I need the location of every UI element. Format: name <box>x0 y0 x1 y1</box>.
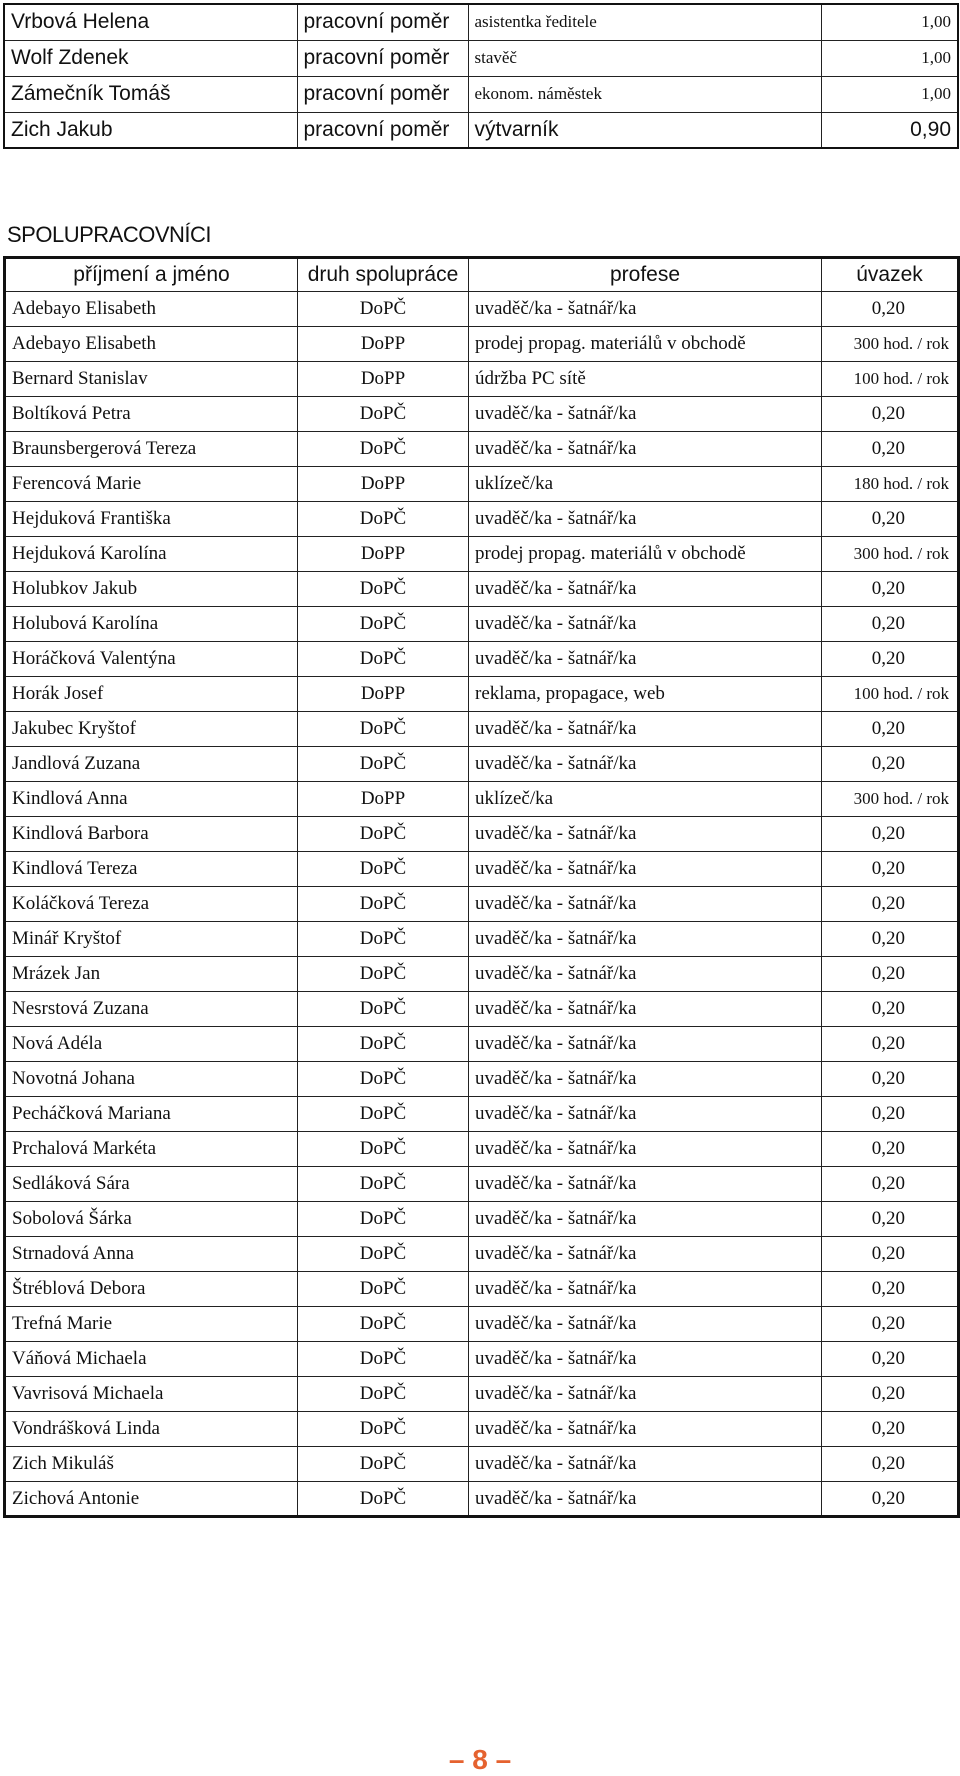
collaborator-name: Minář Kryštof <box>5 922 298 957</box>
collaborator-load: 300 hod. / rok <box>822 537 959 572</box>
collaboration-type: DoPČ <box>298 1377 469 1412</box>
employment-type: pracovní poměr <box>297 4 468 40</box>
collaborator-name: Nesrstová Zuzana <box>5 992 298 1027</box>
collaborator-profession: uvaděč/ka - šatnář/ka <box>469 502 822 537</box>
collaborator-name: Horáčková Valentýna <box>5 642 298 677</box>
collaborator-profession: prodej propag. materiálů v obchodě <box>469 327 822 362</box>
collaborator-load: 180 hod. / rok <box>822 467 959 502</box>
collaborator-load: 0,20 <box>822 887 959 922</box>
collaboration-type: DoPČ <box>298 1482 469 1517</box>
collaborator-profession: uvaděč/ka - šatnář/ka <box>469 1132 822 1167</box>
table-row <box>5 1377 959 1412</box>
collaborator-profession: uvaděč/ka - šatnář/ka <box>469 1097 822 1132</box>
collaboration-type: DoPČ <box>298 1167 469 1202</box>
collaboration-type: DoPP <box>298 327 469 362</box>
collaborator-load: 0,20 <box>822 1412 959 1447</box>
collaborator-profession: uvaděč/ka - šatnář/ka <box>469 607 822 642</box>
collaboration-type: DoPČ <box>298 1202 469 1237</box>
collaborator-load: 0,20 <box>822 1237 959 1272</box>
table-row <box>5 1412 959 1447</box>
collaborator-load: 0,20 <box>822 922 959 957</box>
collaboration-type: DoPČ <box>298 852 469 887</box>
header-row <box>5 258 959 292</box>
collaborator-load: 0,20 <box>822 1307 959 1342</box>
table-row <box>5 992 959 1027</box>
collaboration-type: DoPČ <box>298 747 469 782</box>
collaborator-load: 0,20 <box>822 957 959 992</box>
collaborator-profession: uvaděč/ka - šatnář/ka <box>469 1027 822 1062</box>
table-row <box>4 112 958 148</box>
collaborator-name: Štréblová Debora <box>5 1272 298 1307</box>
table-row <box>5 1237 959 1272</box>
table-row <box>4 4 958 40</box>
table-row <box>5 1482 959 1517</box>
collaboration-type: DoPČ <box>298 817 469 852</box>
collaboration-type: DoPČ <box>298 992 469 1027</box>
table-row <box>5 1167 959 1202</box>
collaborator-profession: uvaděč/ka - šatnář/ka <box>469 1237 822 1272</box>
collaborator-load: 0,20 <box>822 432 959 467</box>
collaborator-name: Adebayo Elisabeth <box>5 327 298 362</box>
employee-profession: stavěč <box>468 40 821 76</box>
table-row <box>5 1272 959 1307</box>
collaborator-profession: uklízeč/ka <box>469 782 822 817</box>
collaboration-type: DoPČ <box>298 1027 469 1062</box>
collaborator-profession: uvaděč/ka - šatnář/ka <box>469 852 822 887</box>
collaborator-profession: uvaděč/ka - šatnář/ka <box>469 397 822 432</box>
collaborator-load: 0,20 <box>822 397 959 432</box>
collaboration-type: DoPČ <box>298 1237 469 1272</box>
collaborator-name: Jandlová Zuzana <box>5 747 298 782</box>
employment-type: pracovní poměr <box>297 112 468 148</box>
header-load: úvazek <box>822 258 959 292</box>
collaborator-profession: uvaděč/ka - šatnář/ka <box>469 1342 822 1377</box>
employee-load: 0,90 <box>821 112 958 148</box>
collaboration-type: DoPČ <box>298 292 469 327</box>
table-row <box>5 1447 959 1482</box>
collaborator-profession: uvaděč/ka - šatnář/ka <box>469 957 822 992</box>
table-row <box>5 292 959 327</box>
collaborator-load: 0,20 <box>822 1167 959 1202</box>
collaborator-load: 0,20 <box>822 992 959 1027</box>
header-name: příjmení a jméno <box>5 258 298 292</box>
collaborator-name: Váňová Michaela <box>5 1342 298 1377</box>
collaborator-name: Horák Josef <box>5 677 298 712</box>
table-row <box>5 327 959 362</box>
collaborator-name: Holubová Karolína <box>5 607 298 642</box>
collaborator-name: Trefná Marie <box>5 1307 298 1342</box>
employee-name: Vrbová Helena <box>4 4 297 40</box>
collaborator-load: 300 hod. / rok <box>822 327 959 362</box>
collaborator-load: 0,20 <box>822 1342 959 1377</box>
collaborator-profession: uvaděč/ka - šatnář/ka <box>469 992 822 1027</box>
collaborator-profession: uvaděč/ka - šatnář/ka <box>469 712 822 747</box>
collaboration-type: DoPP <box>298 537 469 572</box>
collaborator-profession: uvaděč/ka - šatnář/ka <box>469 1482 822 1517</box>
collaborator-name: Vondrášková Linda <box>5 1412 298 1447</box>
collaborator-profession: údržba PC sítě <box>469 362 822 397</box>
collaborator-load: 0,20 <box>822 502 959 537</box>
collaborator-name: Novotná Johana <box>5 1062 298 1097</box>
table-row <box>4 76 958 112</box>
collaboration-type: DoPČ <box>298 922 469 957</box>
table-row <box>5 1132 959 1167</box>
employment-type: pracovní poměr <box>297 76 468 112</box>
header-type: druh spolupráce <box>298 258 469 292</box>
collaborator-profession: uvaděč/ka - šatnář/ka <box>469 432 822 467</box>
collaborator-load: 100 hod. / rok <box>822 677 959 712</box>
employee-load: 1,00 <box>821 4 958 40</box>
collaborator-load: 0,20 <box>822 817 959 852</box>
collaborator-load: 0,20 <box>822 1377 959 1412</box>
collaboration-type: DoPČ <box>298 572 469 607</box>
collaborator-name: Kindlová Anna <box>5 782 298 817</box>
collaborator-profession: uvaděč/ka - šatnář/ka <box>469 1307 822 1342</box>
collaborator-profession: uvaděč/ka - šatnář/ka <box>469 747 822 782</box>
collaborator-name: Jakubec Kryštof <box>5 712 298 747</box>
table-row <box>5 887 959 922</box>
employee-load: 1,00 <box>821 76 958 112</box>
collaborator-load: 0,20 <box>822 1482 959 1517</box>
collaborator-name: Sedláková Sára <box>5 1167 298 1202</box>
employee-profession: ekonom. náměstek <box>468 76 821 112</box>
collaboration-type: DoPČ <box>298 957 469 992</box>
collaborators-table-header <box>5 258 959 292</box>
collaborator-profession: uvaděč/ka - šatnář/ka <box>469 1412 822 1447</box>
collaborator-profession: uvaděč/ka - šatnář/ka <box>469 642 822 677</box>
collaborator-profession: uklízeč/ka <box>469 467 822 502</box>
section-title: SPOLUPRACOVNÍCI <box>7 222 211 247</box>
table-row <box>5 957 959 992</box>
collaborators-table-body <box>5 292 959 1517</box>
table-row <box>5 362 959 397</box>
collaborator-profession: prodej propag. materiálů v obchodě <box>469 537 822 572</box>
collaborator-name: Hejduková Františka <box>5 502 298 537</box>
employee-load: 1,00 <box>821 40 958 76</box>
collaboration-type: DoPČ <box>298 1412 469 1447</box>
collaborator-name: Koláčková Tereza <box>5 887 298 922</box>
collaborators-table <box>3 256 960 1518</box>
collaborator-name: Hejduková Karolína <box>5 537 298 572</box>
collaborator-name: Strnadová Anna <box>5 1237 298 1272</box>
table-row <box>5 712 959 747</box>
employee-name: Wolf Zdenek <box>4 40 297 76</box>
employment-type: pracovní poměr <box>297 40 468 76</box>
collaboration-type: DoPČ <box>298 1132 469 1167</box>
collaboration-type: DoPP <box>298 782 469 817</box>
table-row <box>5 1342 959 1377</box>
table-row <box>5 1307 959 1342</box>
collaboration-type: DoPČ <box>298 607 469 642</box>
collaborator-load: 300 hod. / rok <box>822 782 959 817</box>
collaborator-name: Sobolová Šárka <box>5 1202 298 1237</box>
collaborator-name: Kindlová Barbora <box>5 817 298 852</box>
table-row <box>5 1027 959 1062</box>
collaborator-name: Nová Adéla <box>5 1027 298 1062</box>
collaborator-profession: uvaděč/ka - šatnář/ka <box>469 1377 822 1412</box>
collaborator-name: Kindlová Tereza <box>5 852 298 887</box>
collaborator-load: 0,20 <box>822 852 959 887</box>
table-row <box>5 607 959 642</box>
collaboration-type: DoPP <box>298 467 469 502</box>
collaborator-load: 0,20 <box>822 1447 959 1482</box>
table-row <box>5 677 959 712</box>
collaboration-type: DoPČ <box>298 1097 469 1132</box>
table-row <box>5 1097 959 1132</box>
collaborator-load: 0,20 <box>822 1027 959 1062</box>
collaborator-name: Bernard Stanislav <box>5 362 298 397</box>
table-row <box>5 747 959 782</box>
collaborator-load: 0,20 <box>822 747 959 782</box>
header-profession: profese <box>469 258 822 292</box>
collaborator-profession: uvaděč/ka - šatnář/ka <box>469 1272 822 1307</box>
table-row <box>5 1062 959 1097</box>
collaboration-type: DoPČ <box>298 1307 469 1342</box>
table-row <box>5 572 959 607</box>
employees-table-body <box>4 4 958 148</box>
collaborator-name: Boltíková Petra <box>5 397 298 432</box>
employee-name: Zámečník Tomáš <box>4 76 297 112</box>
table-row <box>5 537 959 572</box>
collaborator-load: 0,20 <box>822 607 959 642</box>
collaborator-name: Prchalová Markéta <box>5 1132 298 1167</box>
collaborator-load: 0,20 <box>822 642 959 677</box>
collaborator-load: 0,20 <box>822 712 959 747</box>
collaborator-profession: uvaděč/ka - šatnář/ka <box>469 292 822 327</box>
collaborator-load: 0,20 <box>822 1097 959 1132</box>
collaborator-load: 0,20 <box>822 292 959 327</box>
table-row <box>5 397 959 432</box>
collaborator-load: 0,20 <box>822 1132 959 1167</box>
collaboration-type: DoPČ <box>298 887 469 922</box>
collaborator-profession: uvaděč/ka - šatnář/ka <box>469 1202 822 1237</box>
table-row <box>5 502 959 537</box>
collaborator-name: Braunsbergerová Tereza <box>5 432 298 467</box>
collaborator-load: 100 hod. / rok <box>822 362 959 397</box>
employee-name: Zich Jakub <box>4 112 297 148</box>
collaborator-name: Zichová Antonie <box>5 1482 298 1517</box>
collaboration-type: DoPČ <box>298 397 469 432</box>
collaboration-type: DoPČ <box>298 502 469 537</box>
collaboration-type: DoPČ <box>298 642 469 677</box>
collaboration-type: DoPČ <box>298 712 469 747</box>
table-row <box>4 40 958 76</box>
collaborator-profession: uvaděč/ka - šatnář/ka <box>469 1062 822 1097</box>
collaboration-type: DoPČ <box>298 1062 469 1097</box>
collaborator-profession: uvaděč/ka - šatnář/ka <box>469 572 822 607</box>
collaborator-name: Ferencová Marie <box>5 467 298 502</box>
collaborator-profession: uvaděč/ka - šatnář/ka <box>469 1167 822 1202</box>
collaboration-type: DoPP <box>298 677 469 712</box>
collaborator-load: 0,20 <box>822 1202 959 1237</box>
collaboration-type: DoPČ <box>298 1342 469 1377</box>
collaborator-name: Mrázek Jan <box>5 957 298 992</box>
table-row <box>5 467 959 502</box>
collaborator-load: 0,20 <box>822 572 959 607</box>
table-row <box>5 922 959 957</box>
employee-profession: výtvarník <box>468 112 821 148</box>
collaborator-name: Zich Mikuláš <box>5 1447 298 1482</box>
collaboration-type: DoPČ <box>298 1447 469 1482</box>
collaborator-load: 0,20 <box>822 1062 959 1097</box>
table-row <box>5 782 959 817</box>
table-row <box>5 642 959 677</box>
employees-table <box>3 3 959 149</box>
collaboration-type: DoPP <box>298 362 469 397</box>
table-row <box>5 1202 959 1237</box>
collaborator-name: Vavrisová Michaela <box>5 1377 298 1412</box>
page-number: – 8 – <box>448 1744 512 1775</box>
collaborator-name: Pecháčková Mariana <box>5 1097 298 1132</box>
collaborator-profession: uvaděč/ka - šatnář/ka <box>469 817 822 852</box>
collaborator-profession: reklama, propagace, web <box>469 677 822 712</box>
collaboration-type: DoPČ <box>298 1272 469 1307</box>
table-row <box>5 817 959 852</box>
collaborator-profession: uvaděč/ka - šatnář/ka <box>469 922 822 957</box>
collaborator-load: 0,20 <box>822 1272 959 1307</box>
collaborator-name: Adebayo Elisabeth <box>5 292 298 327</box>
collaborator-name: Holubkov Jakub <box>5 572 298 607</box>
employee-profession: asistentka ředitele <box>468 4 821 40</box>
table-row <box>5 852 959 887</box>
collaborator-profession: uvaděč/ka - šatnář/ka <box>469 1447 822 1482</box>
collaborator-profession: uvaděč/ka - šatnář/ka <box>469 887 822 922</box>
table-row <box>5 432 959 467</box>
collaboration-type: DoPČ <box>298 432 469 467</box>
